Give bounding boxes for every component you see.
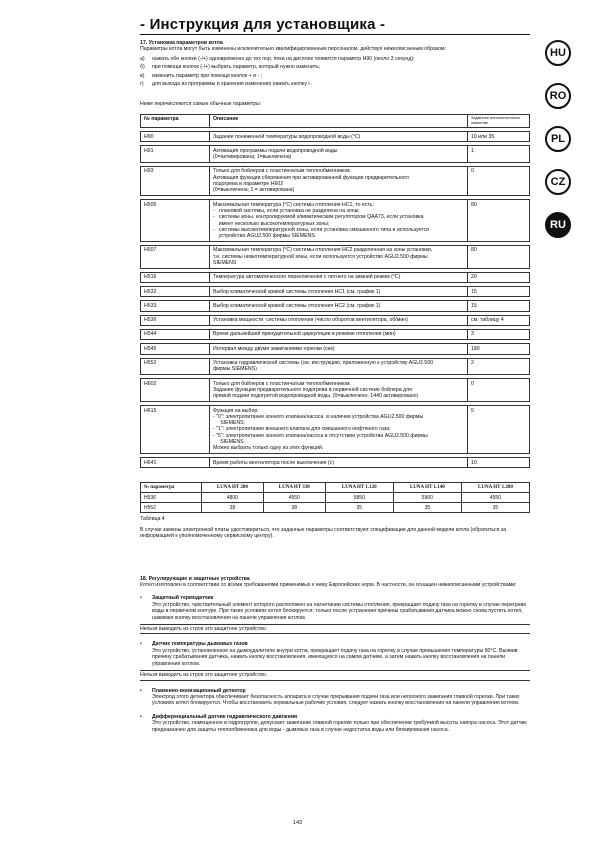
param-value: 15 xyxy=(468,287,530,297)
bullet-icon: • xyxy=(140,595,142,602)
param-number: H544 xyxy=(141,329,210,339)
bullet-icon: • xyxy=(140,687,142,694)
main-content xyxy=(140,40,530,733)
description-line: - "1": электропитание внешнего клапана для смешанного нефтяного газа; xyxy=(213,426,391,433)
badge-cz[interactable]: CZ xyxy=(545,169,571,195)
description-line: Выбор климатической кривой системы отопления HC2 (см. график 1) xyxy=(213,302,381,309)
table-row xyxy=(141,458,530,468)
device-description: Электрод этого детектора обеспечивает безопасность аппарата в случае прерывания подачи газа или неполного зажигания главной горелки. При таких условиях котел блокируется. Чтобы восстановить нормальные рабочие условия, следует нажать кнопку восстановления на панели управления котлом. xyxy=(152,693,520,707)
params-intro: Ниже перечисляются самые обычные параметры: xyxy=(140,101,262,108)
description-line: SIEMENS; xyxy=(213,420,246,427)
table-row xyxy=(141,379,530,402)
bullet-body xyxy=(152,595,530,621)
steps-list xyxy=(140,56,530,88)
description-line: устройство AGU2.500 фирмы SIEMENS. xyxy=(213,233,317,240)
device-title: Датчик температуры дымовых газов xyxy=(152,641,248,648)
description-line: Только для бойлеров с пластинчатым теплообменником. xyxy=(213,380,351,387)
step-letter: в) xyxy=(140,72,145,79)
param-value: 5 xyxy=(468,406,530,454)
safety-device-item xyxy=(140,641,530,680)
table-cell: 5900 xyxy=(393,493,461,503)
models-header: LUNA HT 1.140 xyxy=(393,483,461,493)
step-item xyxy=(140,73,530,79)
step-letter: a) xyxy=(140,55,145,62)
bullet-icon: • xyxy=(140,713,142,720)
device-description: Это устройство, помещенное в гидрогруппе, допускает зажигание главной горелки только при обеспечении требуемой высоты напора насоса. Этот датчик предназначен для защиты теплообменника для воды - дымовых газа в случае недостатка воды или блокирования насоса. xyxy=(152,720,527,733)
description-line: - системы высокотемпературной зоны, если установка смешанного типа и используется xyxy=(213,226,429,233)
param-value: 180 xyxy=(468,344,530,354)
table-row xyxy=(141,329,530,339)
param-number: H90 xyxy=(141,132,210,142)
replacement-note: В случае замены электронной платы удостовериться, что заданные параметры соответствуют спецификации для данной модели котла (обратиться за информацией к уполномоченному сервисному центру). xyxy=(140,526,507,540)
page-number: 143 xyxy=(292,820,303,826)
badge-ro[interactable]: RO xyxy=(545,83,571,109)
description-line: Активация программы подачи водопроводной воды xyxy=(213,147,338,154)
device-title: Дифференциальный датчик гидравлического давления xyxy=(152,713,298,720)
table-cell: H536 xyxy=(141,493,202,503)
param-value: 2 xyxy=(468,358,530,375)
step-text: нажать обе кнопки (-/+) одновременно до тех пор, пока на дисплее появится параметр H90 (около 3 секунд); xyxy=(152,55,415,62)
device-title: Пламенно-ионизационный детектор xyxy=(152,687,246,694)
description-line: Интервал между двумя зажиганиями горелки (сек) xyxy=(213,345,335,352)
models-table xyxy=(140,482,530,513)
description-line: - плановой системы, если установка не разделена на зоны; xyxy=(213,207,360,214)
description-line: Температура автоматического переключения с летнего на зимний режим (°С) xyxy=(213,274,401,281)
param-value: 10 или 35 xyxy=(468,132,530,142)
col-header-number: № параметра xyxy=(141,114,210,127)
title-rule xyxy=(140,34,530,35)
device-title: Защитный термодатчик xyxy=(152,595,214,602)
table-cell: 35 xyxy=(461,503,529,513)
table-cell: 4550 xyxy=(461,493,529,503)
table-cell: H552 xyxy=(141,503,202,513)
param-value: 0 xyxy=(468,166,530,195)
description-line: Время дальнейшей принудительной циркуляции в режиме отопления (мин) xyxy=(213,331,396,338)
table-cell: 35 xyxy=(325,503,393,513)
badge-hu[interactable]: HU xyxy=(545,40,571,66)
param-value: 20 xyxy=(468,272,530,282)
bullet-body xyxy=(152,641,530,667)
parameters-table xyxy=(140,114,530,469)
step-text: изменить параметр при помощи кнопок + и - ; xyxy=(152,72,263,79)
table-caption: Таблица 4 xyxy=(140,516,165,523)
param-description xyxy=(210,329,468,339)
step-letter: б) xyxy=(140,64,145,71)
description-line: фирмы SIEMENS) xyxy=(213,366,257,373)
step-item xyxy=(140,56,530,62)
param-number: H602 xyxy=(141,379,210,402)
step-text: при помощи кнопок (-/+) выбрать параметр, который нужно изменить; xyxy=(152,64,321,71)
param-description xyxy=(210,146,468,163)
device-warning: Нельзя выводить из строя это защитное устройство. xyxy=(140,624,530,634)
description-line: - системы зоны, контролируемой климатическим регулятором QAA73, если установка xyxy=(213,214,424,221)
param-description xyxy=(210,132,468,142)
table-cell: 35 xyxy=(393,503,461,513)
table-row xyxy=(141,406,530,454)
param-description xyxy=(210,301,468,311)
description-line: (0=активирована; 1=выключена) xyxy=(213,154,292,161)
table-row xyxy=(141,358,530,375)
step-item xyxy=(140,64,530,70)
bullet-body xyxy=(152,688,530,707)
bullet-body xyxy=(152,714,530,733)
table-row xyxy=(141,287,530,297)
description-line: Задание функции предварительного подогрева в первичной системе бойлера для xyxy=(213,386,412,393)
description-line: Только для бойлеров с пластинчатым теплообменником. xyxy=(213,168,351,175)
models-header: LUNA HT 330 xyxy=(263,483,325,493)
step-letter: г) xyxy=(140,81,144,88)
description-line: т.е. системы низкотемпературной зоны, если используется устройство AGU2.500 фирмы xyxy=(213,253,428,260)
param-description xyxy=(210,379,468,402)
table-row xyxy=(141,146,530,163)
table-cell: 4550 xyxy=(263,493,325,503)
param-description xyxy=(210,272,468,282)
description-line: Максимальная температура (°С) системы отопления HC1, то есть: xyxy=(213,201,374,208)
param-description xyxy=(210,166,468,195)
param-value: 15 xyxy=(468,301,530,311)
param-number: H505 xyxy=(141,200,210,242)
description-line: имеет несколько высокотемпературных зоны; xyxy=(213,220,330,227)
models-header: LUNA HT 1.120 xyxy=(325,483,393,493)
param-number: H91 xyxy=(141,146,210,163)
table-cell: 4800 xyxy=(201,493,263,503)
bullet-row xyxy=(140,595,530,621)
safety-device-item xyxy=(140,714,530,733)
param-description xyxy=(210,315,468,325)
param-number: H93 xyxy=(141,166,210,195)
col-header-description: Описание xyxy=(210,114,468,127)
section-17-title: 17. Установка параметров котла xyxy=(140,40,223,46)
param-value: 3 xyxy=(468,329,530,339)
models-header: № параметра xyxy=(141,483,202,493)
description-line: Максимальная температура (°С) системы отопления HC2 разделенная на зоны установки, xyxy=(213,247,433,254)
badge-pl[interactable]: PL xyxy=(545,126,571,152)
description-line: (0=выключена; 1 = активирована) xyxy=(213,187,295,194)
description-line: Задание пониженной температуры водопроводной воды (°С) xyxy=(213,133,361,140)
table-row xyxy=(141,200,530,242)
description-line: - "5": электропитание зонного клапана/насоса в отсутствии устройства AGU2.500 фирмы xyxy=(213,432,428,439)
models-header: LUNA HT 1.280 xyxy=(461,483,529,493)
param-value: 1 xyxy=(468,146,530,163)
description-line: Функция на выбор: xyxy=(213,407,259,414)
param-number: H545 xyxy=(141,344,210,354)
table-cell: 38 xyxy=(263,503,325,513)
table-cell: 5850 xyxy=(325,493,393,503)
table-row xyxy=(141,344,530,354)
safety-device-item xyxy=(140,688,530,707)
param-description xyxy=(210,200,468,242)
param-number: H641 xyxy=(141,458,210,468)
table-row xyxy=(141,493,530,503)
description-line: SIEMENS xyxy=(213,259,237,266)
device-description: Это устройство, чувствительный элемент которого расположен на нагнетании системы отопления, прекращает подачу газа на горелку в случае перегрева воды в первичном контуре. При таких условиях котел блокируется; только после устранения причины срабатывания датчика можно снова пустить котел, нажимая кнопку восстановления на панели управления котлом. xyxy=(152,601,527,621)
section-18-title: 18. Регулирующие и защитные устройства xyxy=(140,575,250,582)
description-line: подогрева в параметре H602 xyxy=(213,181,284,188)
description-line: Активация функции сбережения при активированной функции предварительного xyxy=(213,174,410,181)
description-line: Выбор климатической кривой системы отопления HC1 (см. график 1) xyxy=(213,288,381,295)
col-header-value: Заданное исполнительное значение xyxy=(468,114,530,127)
bullet-row xyxy=(140,641,530,667)
section-17-intro: Параметры котла могут быть изменены исключительно квалифицированным персоналом, действуя нижеописанным образом: xyxy=(140,46,447,53)
param-number: H516 xyxy=(141,272,210,282)
parameters-body xyxy=(141,128,530,468)
models-header: LUNA HT 280 xyxy=(201,483,263,493)
language-badges xyxy=(545,40,575,255)
section-18 xyxy=(140,576,530,733)
param-description xyxy=(210,344,468,354)
description-line: прямой подачи подогретой водопроводной воды. (0=выключено; 1440 активировано) xyxy=(213,393,419,400)
device-warning: Нельзя выводить из строя это защитное устройство. xyxy=(140,670,530,680)
table-row xyxy=(141,272,530,282)
param-number: H552 xyxy=(141,358,210,375)
table-cell: 38 xyxy=(201,503,263,513)
description-line: - "0": электропитание зонного клапана/насоса в наличии устройства AGU2.500 фирмы xyxy=(213,413,424,420)
description-line: Можно выбрать только одну из этих функций. xyxy=(213,445,324,452)
param-description xyxy=(210,458,468,468)
table-row xyxy=(141,301,530,311)
param-number: H532 xyxy=(141,287,210,297)
param-description xyxy=(210,406,468,454)
section-18-intro: Котел изготовлен в соответствии со всеми требованиями применимых к нему Европейских норм. В частности, он оснащен нижеописанными устройствами: xyxy=(140,582,517,589)
description-line: Установка мощности системы отопления (число оборотов вентилятора, об/мин) xyxy=(213,317,408,324)
param-number: H507 xyxy=(141,245,210,268)
param-description xyxy=(210,245,468,268)
description-line: SIEMENS. xyxy=(213,439,246,446)
table-row xyxy=(141,166,530,195)
page-title: - Инструкция для установщика - xyxy=(140,16,386,33)
table-row xyxy=(141,503,530,513)
table-row xyxy=(141,245,530,268)
badge-ru[interactable]: RU xyxy=(545,212,571,238)
safety-devices-list xyxy=(140,595,530,733)
param-number: H615 xyxy=(141,406,210,454)
device-description: Это устройство, установленное на дымоудалителе внутри котла, прекращает подачу газа на горелку в случае превышения температуры 90°С. Выявив причину срабатывания датчика, нажать кнопку восстановления, имеющуюся на самом датчике, а затем нажать кнопку восстановления на панели управления котлом. xyxy=(152,647,518,667)
description-line: Время работы вентилятора после выключения (с) xyxy=(213,459,334,466)
param-value: 80 xyxy=(468,200,530,242)
description-line: Установка гидравлической системы (см. инструкцию, приложенную к устройству AGU2.500 xyxy=(213,360,433,367)
param-value: 80 xyxy=(468,245,530,268)
step-item xyxy=(140,81,530,87)
param-value: см. таблицу 4 xyxy=(468,315,530,325)
param-value: 0 xyxy=(468,379,530,402)
param-description xyxy=(210,358,468,375)
table-row xyxy=(141,315,530,325)
param-number: H533 xyxy=(141,301,210,311)
bullet-row xyxy=(140,714,530,733)
bullet-row xyxy=(140,688,530,707)
param-description xyxy=(210,287,468,297)
param-number: H536 xyxy=(141,315,210,325)
step-text: для выхода из программы и хранения изменения нажать кнопку i . xyxy=(152,81,313,88)
bullet-icon: • xyxy=(140,641,142,648)
param-value: 10 xyxy=(468,458,530,468)
safety-device-item xyxy=(140,595,530,634)
table-row xyxy=(141,132,530,142)
